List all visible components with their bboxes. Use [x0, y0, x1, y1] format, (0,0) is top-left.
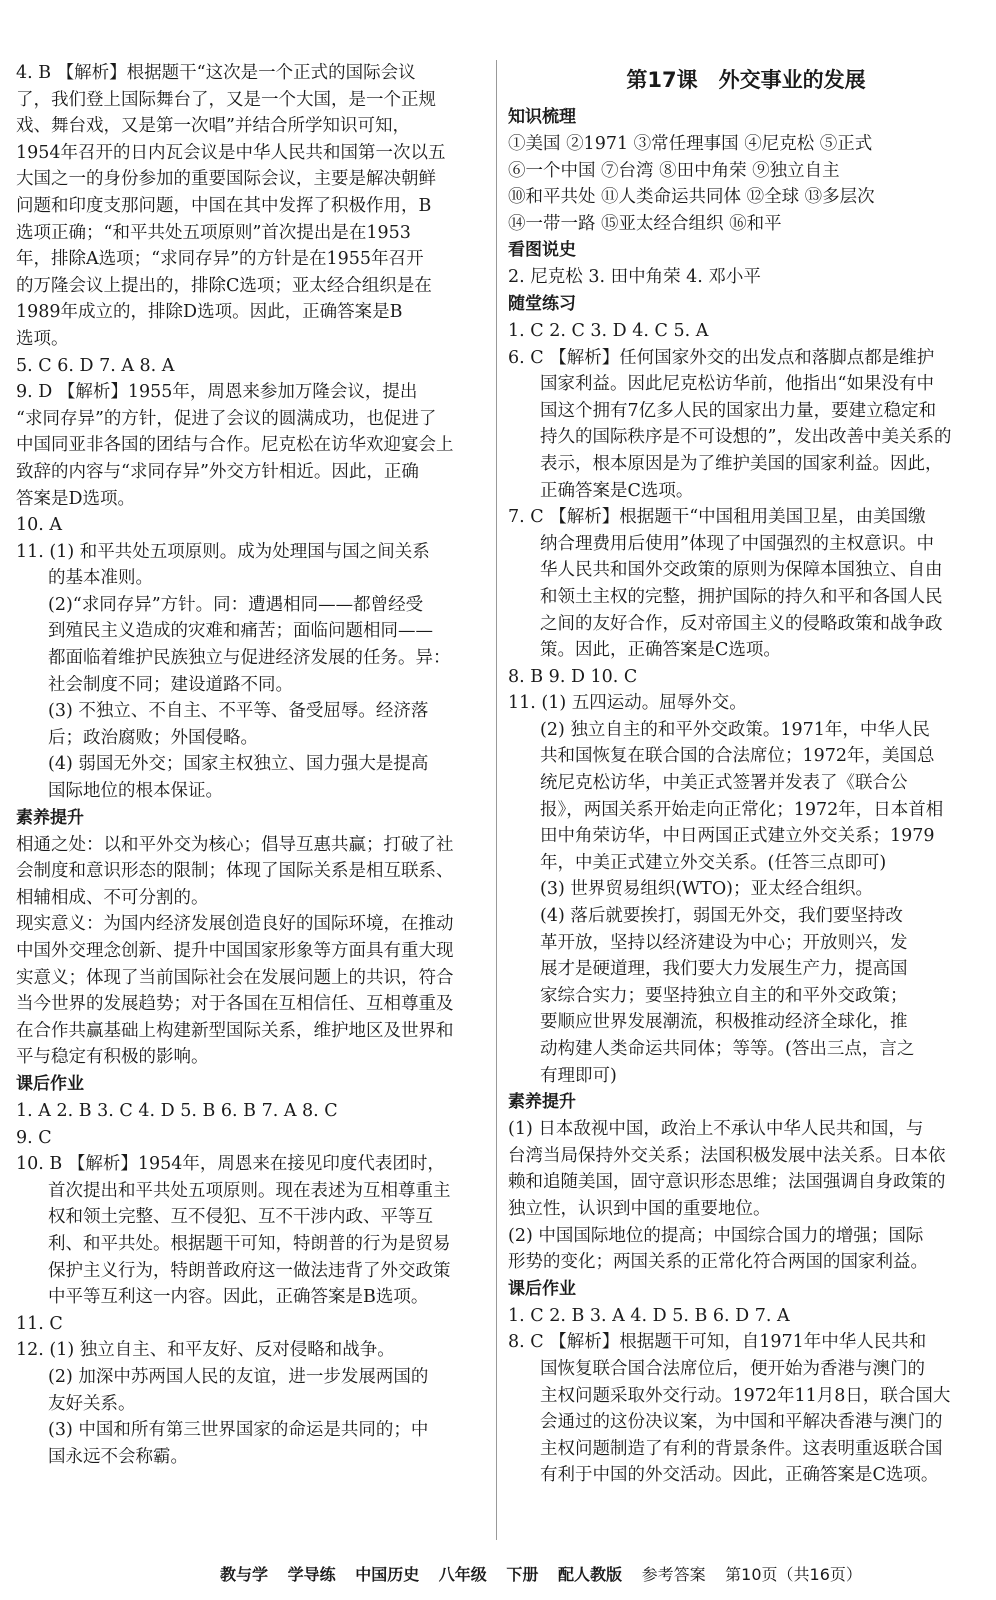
answer-line: 11. (1) 五四运动。屈辱外交。 — [508, 693, 747, 714]
answer-line: ⑥一个中国 ⑦台湾 ⑧田中角荣 ⑨独立自主 — [508, 160, 840, 181]
answer-line: 大国之一的身份参加的重要国际会议，主要是解决朝鲜 — [16, 169, 436, 190]
answer-line: 的基本准则。 — [48, 568, 153, 589]
answer-line: 社会制度不同；建设道路不同。 — [48, 674, 293, 695]
section-heading: 随堂练习 — [508, 293, 576, 314]
answer-line: 6. C 【解析】任何国家外交的出发点和落脚点都是维护 — [508, 347, 935, 368]
page-footer — [220, 1562, 980, 1585]
answer-line: 权和领土完整、互不侵犯、互不干涉内政、平等互 — [48, 1207, 433, 1228]
answer-line: 11. (1) 和平共处五项原则。成为处理国与国之间关系 — [16, 541, 430, 562]
answer-line: 持久的国际秩序是不可设想的”，发出改善中美关系的 — [540, 427, 952, 448]
section-heading: 素养提升 — [508, 1092, 576, 1113]
answer-line: 中平等互利这一内容。因此，正确答案是B选项。 — [48, 1287, 429, 1308]
answer-line: 共和国恢复在联合国的合法席位；1972年，美国总 — [540, 746, 935, 767]
footer-book: 教与学 — [220, 1565, 269, 1584]
footer-edition: 配人教版 — [557, 1565, 622, 1584]
answer-line: ⑭一带一路 ⑮亚太经合组织 ⑯和平 — [508, 213, 782, 234]
answer-line: 纳合理费用后使用”体现了中国强烈的主权意识。中 — [540, 533, 934, 554]
footer-grade: 八年级 — [438, 1565, 487, 1584]
answer-line: 国际地位的根本保证。 — [48, 781, 223, 802]
section-heading: 素养提升 — [16, 807, 84, 828]
column-divider — [496, 60, 497, 1540]
footer-section: 参考答案 — [641, 1565, 706, 1584]
answer-line: 8. C 【解析】根据题干可知，自1971年中华人民共和 — [508, 1332, 927, 1353]
answer-line: 有利于中国的外交活动。因此，正确答案是C选项。 — [540, 1465, 939, 1486]
answer-line: 之间的友好合作，反对帝国主义的侵略政策和战争政 — [540, 613, 943, 634]
answer-line: 动构建人类命运共同体；等等。(答出三点，言之 — [540, 1039, 915, 1059]
footer-subject: 中国历史 — [355, 1565, 420, 1584]
lesson-title: 第17课 外交事业的发展 — [626, 68, 866, 92]
answer-line: (2) 加深中苏两国人民的友谊，进一步发展两国的 — [48, 1366, 429, 1387]
answer-line: 后；政治腐败；外国侵略。 — [48, 727, 258, 748]
answer-line: 2. 尼克松 3. 田中角荣 4. 邓小平 — [508, 267, 761, 288]
right-column-body — [508, 104, 984, 1489]
answer-line: 都面临着维护民族独立与促进经济发展的任务。异： — [48, 648, 451, 669]
answer-line: 了，我们登上国际舞台了，又是一个大国，是一个正规 — [16, 89, 436, 110]
answer-line: 选项。 — [16, 328, 69, 349]
answer-line: (2) 中国国际地位的提高；中国综合国力的增强；国际 — [508, 1225, 924, 1246]
answer-line: 到殖民主义造成的灾难和痛苦；面临问题相同—— — [48, 621, 433, 642]
answer-line: 中国外交理念创新、提升中国国家形象等方面具有重大现 — [16, 941, 454, 961]
answer-line: 9. C — [16, 1127, 52, 1148]
answer-line: 家综合实力；要坚持独立自主的和平外交政策； — [540, 985, 908, 1006]
answer-line: 形势的变化；两国关系的正常化符合两国的国家利益。 — [508, 1252, 928, 1273]
answer-line: 4. B 【解析】根据题干“这次是一个正式的国际会议 — [16, 63, 416, 83]
answer-line: 10. B 【解析】1954年，周恩来在接见印度代表团时， — [16, 1154, 445, 1175]
answer-line: “求同存异”的方针，促进了会议的圆满成功，也促进了 — [16, 408, 437, 429]
answer-line: 表示，根本原因是为了维护美国的国家利益。因此， — [540, 453, 943, 474]
answer-line: 友好关系。 — [48, 1393, 136, 1414]
answer-line: 9. D 【解析】1955年，周恩来参加万隆会议，提出 — [16, 382, 418, 403]
answer-line: (3) 世界贸易组织(WTO)；亚太经合组织。 — [540, 879, 874, 900]
answer-line: 国家利益。因此尼克松访华前，他指出“如果没有中 — [540, 374, 934, 395]
answer-line: 首次提出和平共处五项原则。现在表述为互相尊重主 — [48, 1180, 451, 1201]
answer-line: 当今世界的发展趋势；对于各国在互相信任、互相尊重及 — [16, 994, 454, 1015]
answer-line: 相通之处：以和平外交为核心；倡导互惠共赢；打破了社 — [16, 834, 454, 855]
answer-line: 华人民共和国外交政策的原则为保障本国独立、自由 — [540, 560, 943, 581]
answer-line: 相辅相成、不可分割的。 — [16, 887, 209, 908]
answer-line: ⑩和平共处 ⑪人类命运共同体 ⑫全球 ⑬多层次 — [508, 187, 875, 208]
answer-line: 国永远不会称霸。 — [48, 1446, 188, 1467]
answer-line: (1) 日本敌视中国，政治上不承认中华人民共和国，与 — [508, 1119, 924, 1140]
answer-line: 年，排除A选项；“求同存异”的方针是在1955年召开 — [16, 249, 424, 270]
answer-line: 要顺应世界发展潮流，积极推动经济全球化，推 — [540, 1012, 908, 1033]
right-column — [508, 60, 984, 1489]
answer-line: 展才是硬道理，我们要大力发展生产力，提高国 — [540, 959, 908, 980]
answer-line: 和领土主权的完整，拥护国际的持久和平和各国人民 — [540, 586, 943, 607]
answer-line: 5. C 6. D 7. A 8. A — [16, 355, 175, 376]
answer-line: 的万隆会议上提出的，排除C选项；亚太经合组织是在 — [16, 275, 432, 296]
answer-line: (2) 独立自主的和平外交政策。1971年，中华人民 — [540, 719, 930, 740]
answer-line: 10. A — [16, 515, 63, 536]
answer-line: 7. C 【解析】根据题干“中国租用美国卫星，由美国缴 — [508, 507, 926, 528]
answer-line: 田中角荣访华，中日两国正式建立外交关系；1979 — [540, 826, 935, 847]
answer-line: 选项正确；“和平共处五项原则”首次提出是在1953 — [16, 222, 411, 243]
answer-line: 致辞的内容与“求同存异”外交方针相近。因此，正确 — [16, 461, 419, 482]
answer-line: (3) 中国和所有第三世界国家的命运是共同的；中 — [48, 1420, 429, 1441]
answer-line: 中国同亚非各国的团结与合作。尼克松在访华欢迎宴会上 — [16, 435, 454, 456]
answer-line: 戏、舞台戏，又是第一次唱”并结合所学知识可知， — [16, 116, 410, 137]
answer-line: 会通过的这份决议案，为中国和平解决香港与澳门的 — [540, 1412, 943, 1433]
answer-line: 有理即可) — [540, 1065, 617, 1086]
answer-line: 会制度和意识形态的限制；体现了国际关系是相互联系、 — [16, 861, 454, 882]
answer-line: (2)“求同存异”方针。同：遭遇相同——都曾经受 — [48, 594, 424, 615]
answer-line: 1. A 2. B 3. C 4. D 5. B 6. B 7. A 8. C — [16, 1100, 338, 1121]
answer-line: 1. C 2. B 3. A 4. D 5. B 6. D 7. A — [508, 1305, 790, 1326]
answer-line: 问题和印度支那问题，中国在其中发挥了积极作用，B — [16, 195, 432, 216]
answer-line: 革开放，坚持以经济建设为中心；开放则兴，发 — [540, 932, 908, 953]
answer-line: 保护主义行为，特朗普政府这一做法违背了外交政策 — [48, 1260, 451, 1281]
answer-line: 平与稳定有积极的影响。 — [16, 1047, 209, 1068]
answer-line: 实意义；体现了当前国际社会在发展问题上的共识，符合 — [16, 967, 454, 988]
answer-line: 1954年召开的日内瓦会议是中华人民共和国第一次以五 — [16, 142, 446, 163]
answer-line: 国恢复联合国合法席位后，便开始为香港与澳门的 — [540, 1358, 925, 1379]
answer-line: 策。因此，正确答案是C选项。 — [540, 640, 781, 661]
answer-line: 统尼克松访华，中美正式签署并发表了《联合公 — [540, 773, 908, 794]
section-heading: 课后作业 — [16, 1073, 84, 1094]
answer-line: (4) 弱国无外交；国家主权独立、国力强大是提高 — [48, 754, 429, 775]
answer-line: 在合作共赢基础上构建新型国际关系，维护地区及世界和 — [16, 1020, 454, 1041]
section-heading: 课后作业 — [508, 1278, 576, 1299]
section-heading: 知识梳理 — [508, 107, 576, 127]
answer-line: 台湾当局保持外交关系；法国积极发展中法关系。日本依 — [508, 1145, 946, 1166]
answer-line: (4) 落后就要挨打，弱国无外交，我们要坚持改 — [540, 906, 903, 927]
answer-line: 报》，两国关系开始走向正常化；1972年，日本首相 — [540, 799, 944, 820]
footer-volume: 下册 — [506, 1565, 539, 1584]
answer-line: 现实意义：为国内经济发展创造良好的国际环境，在推动 — [16, 914, 454, 935]
answer-line: 主权问题制造了有利的背景条件。这表明重返联合国 — [540, 1438, 943, 1459]
answer-line: 国这个拥有7亿多人民的国家出力量，要建立稳定和 — [540, 400, 937, 421]
answer-line: 答案是D选项。 — [16, 488, 136, 509]
section-heading: 看图说史 — [508, 240, 576, 261]
footer-page-number: 第10页（共16页） — [725, 1565, 862, 1584]
left-column — [16, 60, 486, 1470]
answer-line: 1989年成立的，排除D选项。因此，正确答案是B — [16, 302, 403, 323]
answer-line: 年，中美正式建立外交关系。(任答三点即可) — [540, 852, 887, 873]
answer-line: 12. (1) 独立自主、和平友好、反对侵略和战争。 — [16, 1340, 395, 1361]
answer-line: 8. B 9. D 10. C — [508, 666, 638, 687]
answer-line: 主权问题采取外交行动。1972年11月8日，联合国大 — [540, 1385, 951, 1406]
answer-line: 利、和平共处。根据题干可知，特朗普的行为是贸易 — [48, 1233, 451, 1254]
answer-line: 11. C — [16, 1313, 63, 1334]
answer-line: ①美国 ②1971 ③常任理事国 ④尼克松 ⑤正式 — [508, 134, 873, 154]
answer-line: (3) 不独立、不自主、不平等、备受屈辱。经济落 — [48, 701, 429, 722]
answer-line: 1. C 2. C 3. D 4. C 5. A — [508, 320, 709, 341]
answer-line: 正确答案是C选项。 — [540, 480, 694, 501]
answer-line: 赖和追随美国，固守意识形态思维；法国强调自身政策的 — [508, 1172, 946, 1193]
answer-line: 独立性，认识到中国的重要地位。 — [508, 1198, 771, 1219]
footer-series: 学导练 — [287, 1565, 336, 1584]
